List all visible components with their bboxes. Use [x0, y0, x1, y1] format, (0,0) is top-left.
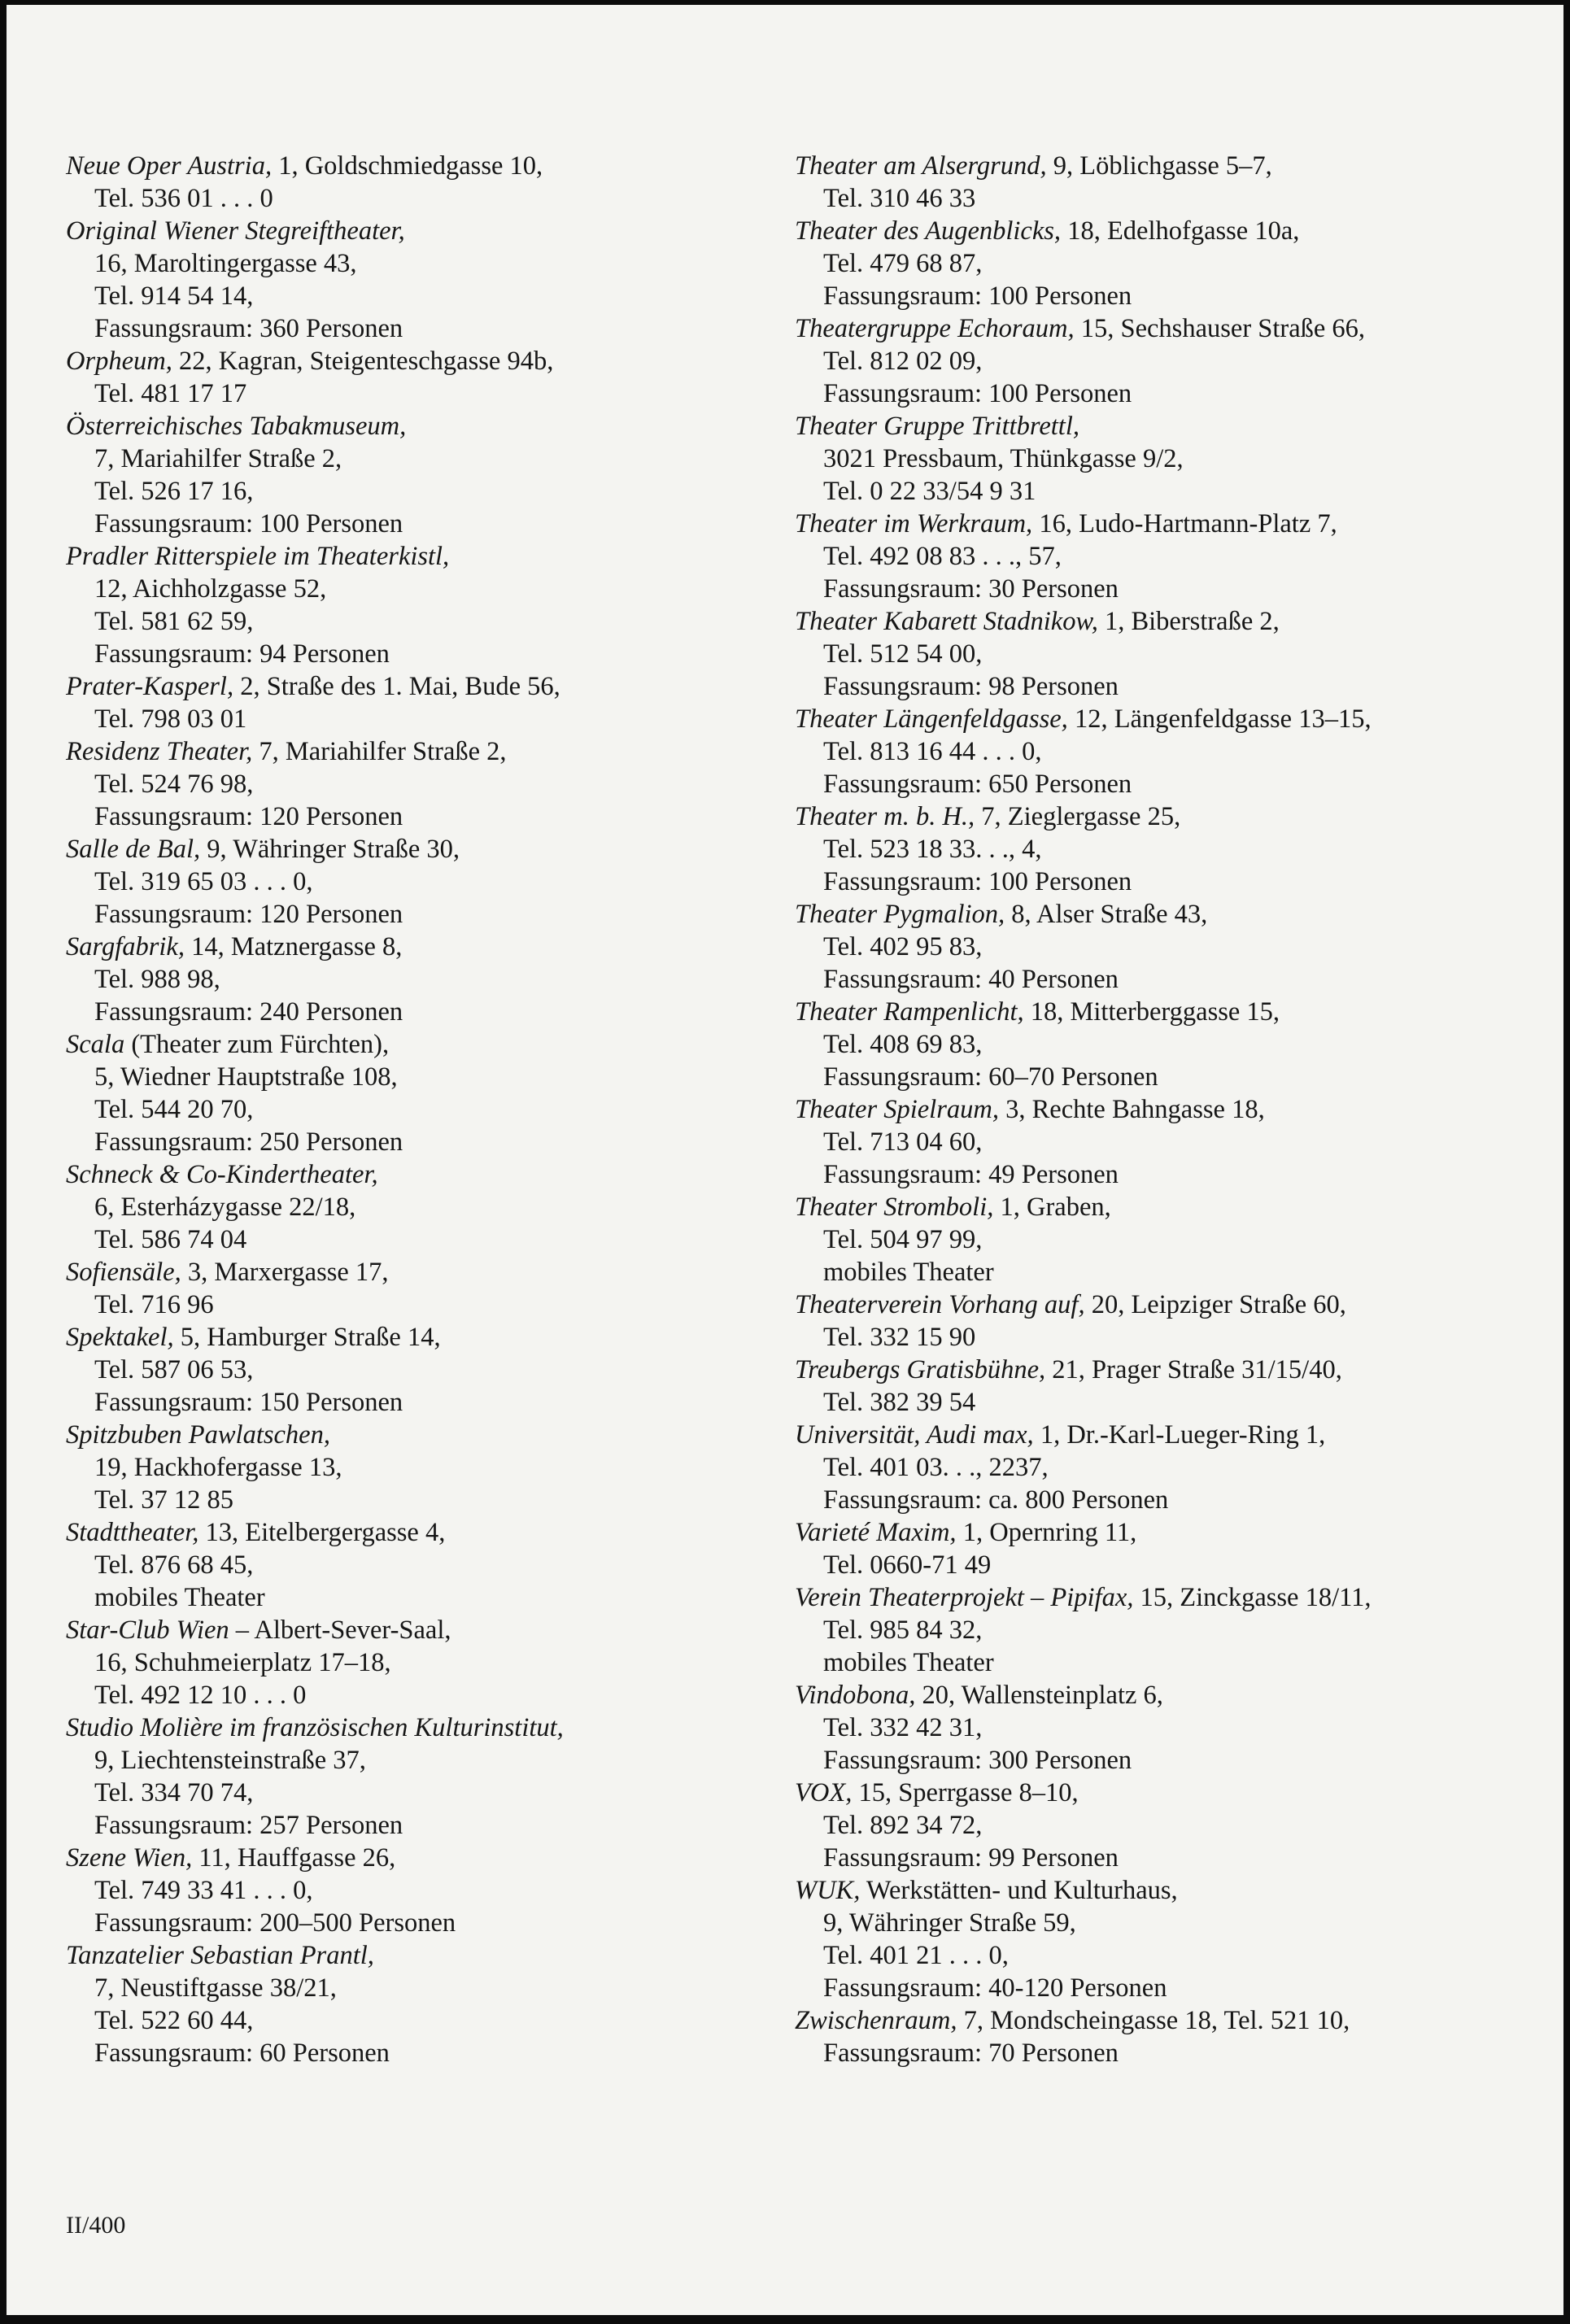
venue-name: Verein Theaterprojekt – Pipifax,	[795, 1583, 1134, 1612]
entry-first-line	[795, 1191, 1527, 1223]
venue-name: WUK,	[795, 1876, 861, 1905]
directory-entry	[66, 1842, 782, 1939]
directory-entry	[66, 1256, 782, 1321]
entry-detail-line: 6, Esterházygasse 22/18,	[94, 1193, 356, 1222]
directory-entry	[795, 150, 1527, 215]
directory-entry	[795, 605, 1527, 703]
venue-address: 15, Zinckgasse 18/11,	[1133, 1583, 1372, 1612]
entry-detail-line: Fassungsraum: 200–500 Personen	[94, 1908, 456, 1938]
entry-first-line	[66, 1256, 782, 1288]
venue-name: Theater am Alsergrund,	[795, 151, 1047, 181]
entry-detail-line: Tel. 332 15 90	[823, 1323, 976, 1352]
venue-address: 20, Leipziger Straße 60,	[1084, 1290, 1346, 1319]
venue-name: Original Wiener Stegreiftheater,	[66, 216, 405, 246]
entry-first-line	[795, 215, 1527, 247]
entry-detail-line: mobiles Theater	[823, 1648, 994, 1677]
directory-entry	[795, 1354, 1527, 1419]
entry-detail-line: 5, Wiedner Hauptstraße 108,	[94, 1062, 398, 1092]
venue-name: Theater Längenfeldgasse,	[795, 704, 1068, 734]
entry-detail-line: Tel. 985 84 32,	[823, 1615, 983, 1645]
entry-detail-line: Tel. 382 39 54	[823, 1388, 976, 1417]
entry-detail-line: Tel. 876 68 45,	[94, 1550, 254, 1580]
venue-name: Theater Pygmalion,	[795, 900, 1005, 929]
venue-name: Schneck & Co-Kindertheater,	[66, 1160, 378, 1189]
entry-first-line	[66, 1419, 782, 1451]
entry-first-line	[66, 1516, 782, 1549]
entry-detail-line: Tel. 492 12 10 . . . 0	[94, 1681, 307, 1710]
directory-entry	[795, 215, 1527, 312]
directory-entry	[66, 1158, 782, 1256]
entry-detail-line: Fassungsraum: 150 Personen	[94, 1388, 403, 1417]
entry-first-line	[66, 1158, 782, 1191]
directory-entry	[66, 1516, 782, 1614]
venue-name: Theater des Augenblicks,	[795, 216, 1062, 246]
entry-detail-line: Tel. 504 97 99,	[823, 1225, 983, 1254]
entry-detail-line: Fassungsraum: 60 Personen	[94, 2038, 390, 2068]
entry-detail-line: Tel. 481 17 17	[94, 379, 247, 408]
entry-detail-line: Tel. 319 65 03 . . . 0,	[94, 867, 313, 896]
entry-detail-line: 9, Währinger Straße 59,	[823, 1908, 1076, 1938]
venue-name: Sargfabrik,	[66, 932, 185, 961]
directory-entry	[66, 215, 782, 345]
venue-address: 21, Prager Straße 31/15/40,	[1045, 1355, 1342, 1384]
entry-detail-line: Fassungsraum: 650 Personen	[823, 770, 1132, 799]
entry-detail-line: Tel. 512 54 00,	[823, 639, 983, 669]
entry-detail-line: Fassungsraum: 250 Personen	[94, 1127, 403, 1157]
entry-detail-line: Tel. 587 06 53,	[94, 1355, 254, 1384]
venue-name: Theater Stromboli,	[795, 1193, 994, 1222]
entry-first-line	[66, 1614, 782, 1646]
entry-first-line	[66, 410, 782, 443]
entry-detail-line: Tel. 37 12 85	[94, 1485, 234, 1515]
venue-address: 7, Mondscheingasse 18, Tel. 521 10,	[957, 2006, 1350, 2035]
venue-name: Theater Rampenlicht,	[795, 997, 1024, 1027]
venue-name: Varieté Maxim,	[795, 1518, 957, 1547]
directory-entry	[795, 1874, 1527, 2004]
directory-entry	[795, 1093, 1527, 1191]
venue-name: Star-Club Wien	[66, 1615, 229, 1645]
directory-entry	[795, 312, 1527, 410]
entry-detail-line: Fassungsraum: 30 Personen	[823, 574, 1119, 604]
entry-detail-line: Fassungsraum: 70 Personen	[823, 2038, 1119, 2068]
entry-detail-line: Fassungsraum: 120 Personen	[94, 900, 403, 929]
entry-detail-line: Fassungsraum: 120 Personen	[94, 802, 403, 831]
directory-entry	[795, 410, 1527, 508]
directory-entry	[795, 1191, 1527, 1288]
entry-detail-line: Fassungsraum: 94 Personen	[94, 639, 390, 669]
venue-name: Theater Kabarett Stadnikow,	[795, 607, 1098, 636]
entry-detail-line: Fassungsraum: 40 Personen	[823, 965, 1119, 994]
entry-detail-line: Tel. 408 69 83,	[823, 1030, 983, 1059]
venue-name: VOX,	[795, 1778, 853, 1807]
directory-entry	[795, 2004, 1527, 2069]
venue-address: – Albert-Sever-Saal,	[229, 1615, 451, 1645]
venue-address: 1, Goldschmiedgasse 10,	[272, 151, 543, 181]
entry-first-line	[795, 1874, 1527, 1907]
directory-entry	[795, 1777, 1527, 1874]
directory-entry	[66, 833, 782, 931]
entry-detail-line: Tel. 544 20 70,	[94, 1095, 254, 1124]
directory-entry	[66, 1711, 782, 1842]
entry-detail-line: Tel. 749 33 41 . . . 0,	[94, 1876, 313, 1905]
entry-first-line	[795, 1679, 1527, 1711]
entry-first-line	[66, 215, 782, 247]
entry-first-line	[795, 800, 1527, 833]
directory-entry	[66, 1028, 782, 1158]
directory-entry	[795, 1516, 1527, 1581]
entry-first-line	[795, 1777, 1527, 1809]
entry-first-line	[795, 1581, 1527, 1614]
entry-detail-line: Fassungsraum: 49 Personen	[823, 1160, 1119, 1189]
entry-first-line	[66, 345, 782, 377]
venue-name: Studio Molière im französischen Kulturinstitut,	[66, 1713, 564, 1742]
entry-detail-line: Tel. 479 68 87,	[823, 249, 983, 278]
venue-name: Theater Spielraum,	[795, 1095, 999, 1124]
directory-entry	[795, 508, 1527, 605]
entry-detail-line: Tel. 813 16 44 . . . 0,	[823, 737, 1042, 766]
venue-address: 16, Ludo-Hartmann-Platz 7,	[1032, 509, 1337, 538]
entry-detail-line: Tel. 0 22 33/54 9 31	[823, 477, 1036, 506]
directory-entry	[795, 703, 1527, 800]
entry-detail-line: Tel. 402 95 83,	[823, 932, 983, 961]
entry-first-line	[795, 508, 1527, 540]
venue-name: Residenz Theater,	[66, 737, 253, 766]
entry-detail-line: Tel. 310 46 33	[823, 184, 976, 213]
directory-entry	[66, 670, 782, 735]
venue-address: 5, Hamburger Straße 14,	[173, 1323, 441, 1352]
venue-address: 14, Matznergasse 8,	[184, 932, 403, 961]
entry-first-line	[66, 931, 782, 963]
venue-name: Universität, Audi max,	[795, 1420, 1034, 1450]
directory-entry	[795, 800, 1527, 898]
entry-first-line	[66, 540, 782, 573]
directory-entry	[66, 1321, 782, 1419]
entry-first-line	[795, 996, 1527, 1028]
entry-detail-line: Tel. 0660-71 49	[823, 1550, 992, 1580]
entry-detail-line: Fassungsraum: 40-120 Personen	[823, 1973, 1167, 2003]
entry-first-line	[795, 1288, 1527, 1321]
entry-detail-line: Tel. 713 04 60,	[823, 1127, 983, 1157]
venue-address: 2, Straße des 1. Mai, Bude 56,	[233, 672, 560, 701]
left-column	[66, 150, 782, 2069]
entry-first-line	[66, 1321, 782, 1354]
venue-name: Stadttheater,	[66, 1518, 199, 1547]
entry-detail-line: Fassungsraum: 60–70 Personen	[823, 1062, 1158, 1092]
venue-address: 8, Alser Straße 43,	[1005, 900, 1208, 929]
directory-entry	[795, 1288, 1527, 1354]
entry-first-line	[66, 735, 782, 768]
entry-detail-line: Fassungsraum: 100 Personen	[94, 509, 403, 538]
entry-detail-line: 3021 Pressbaum, Thünkgasse 9/2,	[823, 444, 1184, 473]
entry-detail-line: Fassungsraum: 100 Personen	[823, 379, 1132, 408]
venue-address: 15, Sperrgasse 8–10,	[852, 1778, 1079, 1807]
entry-detail-line: Fassungsraum: 99 Personen	[823, 1843, 1119, 1873]
directory-entry	[66, 735, 782, 833]
entry-first-line	[795, 2004, 1527, 2037]
entry-detail-line: 12, Aichholzgasse 52,	[94, 574, 327, 604]
venue-name: Theater m. b. H.,	[795, 802, 975, 831]
directory-entry	[795, 1581, 1527, 1679]
entry-detail-line: Tel. 332 42 31,	[823, 1713, 983, 1742]
entry-detail-line: Tel. 586 74 04	[94, 1225, 247, 1254]
directory-entry	[66, 540, 782, 670]
venue-name: Theatergruppe Echoraum,	[795, 314, 1075, 343]
entry-detail-line: Fassungsraum: 240 Personen	[94, 997, 403, 1027]
entry-detail-line: Fassungsraum: 100 Personen	[823, 867, 1132, 896]
entry-detail-line: Tel. 334 70 74,	[94, 1778, 254, 1807]
venue-address: 9, Währinger Straße 30,	[200, 835, 460, 864]
venue-address: 12, Längenfeldgasse 13–15,	[1067, 704, 1372, 734]
venue-address: 18, Mitterberggasse 15,	[1023, 997, 1280, 1027]
directory-entry	[795, 996, 1527, 1093]
venue-name: Salle de Bal,	[66, 835, 201, 864]
entry-detail-line: 16, Maroltingergasse 43,	[94, 249, 357, 278]
venue-address: 1, Opernring 11,	[956, 1518, 1137, 1547]
venue-name: Pradler Ritterspiele im Theaterkistl,	[66, 542, 450, 571]
venue-address: 11, Hauffgasse 26,	[192, 1843, 396, 1873]
entry-first-line	[66, 1711, 782, 1744]
venue-address: 15, Sechshauser Straße 66,	[1074, 314, 1366, 343]
entry-first-line	[795, 605, 1527, 638]
venue-address: 22, Kagran, Steigenteschgasse 94b,	[172, 347, 554, 376]
entry-detail-line: Tel. 401 03. . ., 2237,	[823, 1453, 1049, 1482]
entry-detail-line: 7, Neustiftgasse 38/21,	[94, 1973, 337, 2003]
venue-name: Vindobona,	[795, 1681, 916, 1710]
venue-name: Spektakel,	[66, 1323, 174, 1352]
directory-entry	[66, 345, 782, 410]
entry-detail-line: Tel. 523 18 33. . ., 4,	[823, 835, 1042, 864]
entry-first-line	[795, 312, 1527, 345]
venue-address: (Theater zum Fürchten),	[124, 1030, 390, 1059]
entry-detail-line: Tel. 988 98,	[94, 965, 220, 994]
entry-detail-line: 16, Schuhmeierplatz 17–18,	[94, 1648, 391, 1677]
entry-first-line	[66, 1028, 782, 1061]
entry-detail-line: Tel. 536 01 . . . 0	[94, 184, 273, 213]
entry-detail-line: mobiles Theater	[823, 1258, 994, 1287]
document-page	[7, 5, 1563, 2315]
entry-detail-line: Fassungsraum: ca. 800 Personen	[823, 1485, 1169, 1515]
entry-detail-line: mobiles Theater	[94, 1583, 265, 1612]
entry-detail-line: Fassungsraum: 360 Personen	[94, 314, 403, 343]
venue-address: 7, Mariahilfer Straße 2,	[252, 737, 507, 766]
entry-first-line	[66, 833, 782, 866]
directory-entry	[66, 1939, 782, 2069]
entry-detail-line: Fassungsraum: 300 Personen	[823, 1746, 1132, 1775]
entry-first-line	[66, 1842, 782, 1874]
venue-name: Szene Wien,	[66, 1843, 193, 1873]
entry-detail-line: 9, Liechtensteinstraße 37,	[94, 1746, 366, 1775]
entry-detail-line: Fassungsraum: 98 Personen	[823, 672, 1119, 701]
entry-detail-line: Tel. 526 17 16,	[94, 477, 254, 506]
entry-detail-line: Fassungsraum: 100 Personen	[823, 281, 1132, 311]
venue-address: 20, Wallensteinplatz 6,	[915, 1681, 1163, 1710]
page-number: II/400	[66, 2212, 126, 2239]
entry-first-line	[795, 150, 1527, 182]
venue-name: Neue Oper Austria,	[66, 151, 273, 181]
directory-entry	[66, 150, 782, 215]
venue-name: Zwischenraum,	[795, 2006, 957, 2035]
venue-name: Spitzbuben Pawlatschen,	[66, 1420, 330, 1450]
venue-name: Orpheum,	[66, 347, 172, 376]
venue-address: 9, Löblichgasse 5–7,	[1046, 151, 1272, 181]
entry-first-line	[795, 1516, 1527, 1549]
venue-address: 18, Edelhofgasse 10a,	[1061, 216, 1300, 246]
entry-detail-line: Tel. 798 03 01	[94, 704, 247, 734]
venue-name: Treubergs Gratisbühne,	[795, 1355, 1046, 1384]
directory-entry	[66, 931, 782, 1028]
directory-entry	[795, 1419, 1527, 1516]
entry-detail-line: Tel. 581 62 59,	[94, 607, 254, 636]
venue-name: Prater-Kasperl,	[66, 672, 234, 701]
entry-first-line	[795, 703, 1527, 735]
entry-first-line	[795, 1419, 1527, 1451]
entry-detail-line: Tel. 892 34 72,	[823, 1811, 983, 1840]
entry-first-line	[66, 150, 782, 182]
entry-first-line	[795, 898, 1527, 931]
entry-detail-line: Tel. 716 96	[94, 1290, 214, 1319]
directory-entry	[66, 1419, 782, 1516]
right-column	[795, 150, 1527, 2069]
venue-name: Scala	[66, 1030, 125, 1059]
venue-name: Theater Gruppe Trittbrettl,	[795, 412, 1079, 441]
entry-first-line	[66, 670, 782, 703]
entry-first-line	[66, 1939, 782, 1972]
venue-name: Theater im Werkraum,	[795, 509, 1033, 538]
entry-detail-line: Tel. 401 21 . . . 0,	[823, 1941, 1009, 1970]
venue-address: 13, Eitelbergergasse 4,	[198, 1518, 446, 1547]
venue-address: 3, Marxergasse 17,	[181, 1258, 389, 1287]
venue-address: 1, Biberstraße 2,	[1097, 607, 1280, 636]
directory-entry	[66, 410, 782, 540]
venue-name: Sofiensäle,	[66, 1258, 181, 1287]
directory-entry	[795, 898, 1527, 996]
entry-detail-line: Tel. 914 54 14,	[94, 281, 254, 311]
venue-address: 3, Rechte Bahngasse 18,	[998, 1095, 1265, 1124]
entry-detail-line: 7, Mariahilfer Straße 2,	[94, 444, 342, 473]
entry-first-line	[795, 410, 1527, 443]
entry-detail-line: Tel. 812 02 09,	[823, 347, 983, 376]
entry-first-line	[795, 1354, 1527, 1386]
venue-address: 7, Zieglergasse 25,	[975, 802, 1181, 831]
entry-first-line	[795, 1093, 1527, 1126]
entry-detail-line: Tel. 492 08 83 . . ., 57,	[823, 542, 1062, 571]
directory-entry	[66, 1614, 782, 1711]
venue-name: Tanzatelier Sebastian Prantl,	[66, 1941, 374, 1970]
venue-address: 1, Dr.-Karl-Lueger-Ring 1,	[1033, 1420, 1326, 1450]
venue-name: Theaterverein Vorhang auf,	[795, 1290, 1085, 1319]
entry-detail-line: 19, Hackhofergasse 13,	[94, 1453, 342, 1482]
entry-detail-line: Tel. 522 60 44,	[94, 2006, 254, 2035]
entry-detail-line: Tel. 524 76 98,	[94, 770, 254, 799]
venue-name: Österreichisches Tabakmuseum,	[66, 412, 407, 441]
venue-address: 1, Graben,	[993, 1193, 1111, 1222]
entry-detail-line: Fassungsraum: 257 Personen	[94, 1811, 403, 1840]
venue-address: Werkstätten- und Kulturhaus,	[860, 1876, 1178, 1905]
directory-entry	[795, 1679, 1527, 1777]
